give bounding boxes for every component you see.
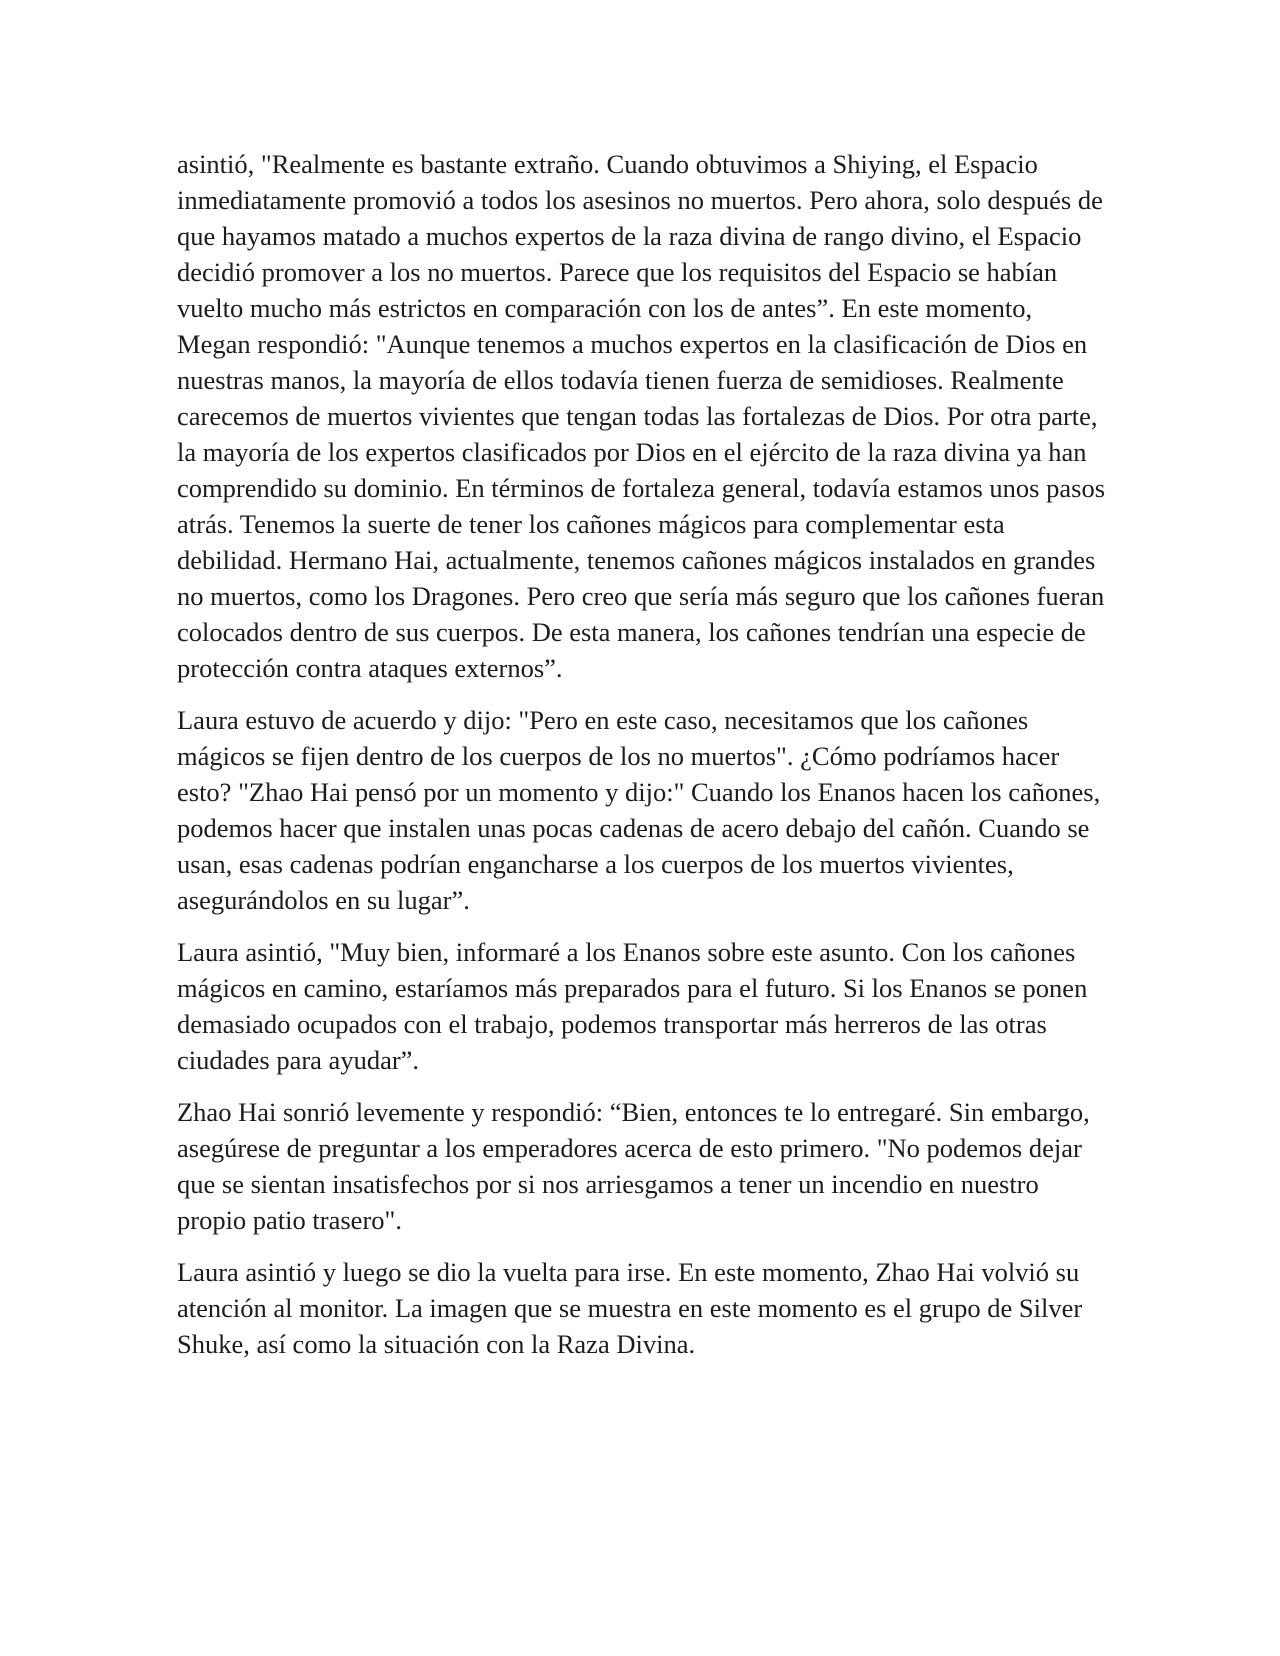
paragraph-3: Laura asintió, "Muy bien, informaré a los Enanos sobre este asunto. Con los cañones mágicos en camino, estaríamos más preparados para el futuro. Si los Enanos se ponen demasiado ocupados con el trabajo, podemos transportar más herreros de las otras ciudades para ayudar”.: [177, 937, 1088, 1075]
paragraph-5: Laura asintió y luego se dio la vuelta para irse. En este momento, Zhao Hai volvió su atención al monitor. La imagen que se muestra en este momento es el grupo de Silver Shuke, así como la situación con la Raza Divina.: [177, 1257, 1083, 1359]
paragraph-4: Zhao Hai sonrió levemente y respondió: “Bien, entonces te lo entregaré. Sin embargo, asegúrese de preguntar a los emperadores acerca de esto primero. "No podemos dejar que se sientan insatisfechos por si nos arriesgamos a tener un incendio en nuestro propio patio trasero".: [177, 1097, 1090, 1235]
paragraph-2: Laura estuvo de acuerdo y dijo: "Pero en este caso, necesitamos que los cañones mágicos se fijen dentro de los cuerpos de los no muertos". ¿Cómo podríamos hacer esto? "Zhao Hai pensó por un momento y dijo:" Cuando los Enanos hacen los cañones, podemos hacer que instalen unas pocas cadenas de acero debajo del cañón. Cuando se usan, esas cadenas podrían engancharse a los cuerpos de los muertos vivientes, asegurándolos en su lugar”.: [177, 705, 1101, 915]
paragraph-1: asintió, "Realmente es bastante extraño. Cuando obtuvimos a Shiying, el Espacio inmediatamente promovió a todos los asesinos no muertos. Pero ahora, solo después de que hayamos matado a muchos expertos de la raza divina de rango divino, el Espacio decidió promover a los no muertos. Parece que los requisitos del Espacio se habían vuelto mucho más estrictos en comparación con los de antes”. En este momento, Megan respondió: "Aunque tenemos a muchos expertos en la clasificación de Dios en nuestras manos, la mayoría de ellos todavía tienen fuerza de semidioses. Realmente carecemos de muertos vivientes que tengan todas las fortalezas de Dios. Por otra parte, la mayoría de los expertos clasificados por Dios en el ejército de la raza divina ya han comprendido su dominio. En términos de fortaleza general, todavía estamos unos pasos atrás. Tenemos la suerte de tener los cañones mágicos para complementar esta debilidad. Hermano Hai, actualmente, tenemos cañones mágicos instalados en grandes no muertos, como los Dragones. Pero creo que sería más seguro que los cañones fueran colocados dentro de sus cuerpos. De esta manera, los cañones tendrían una especie de protección contra ataques externos”.: [177, 149, 1106, 683]
document-page: [177, 146, 1107, 1378]
